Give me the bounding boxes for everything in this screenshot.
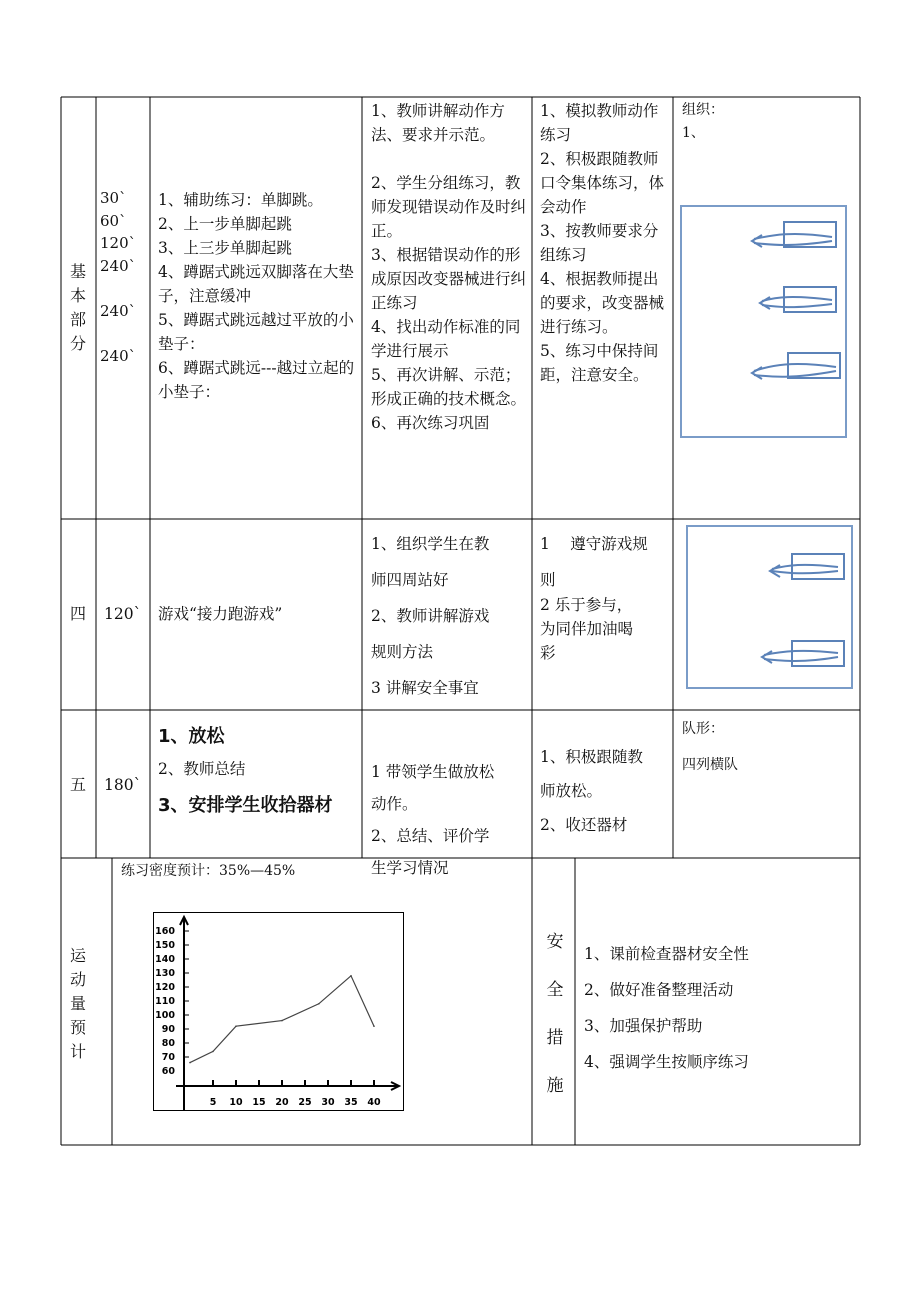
section-char: 运 <box>69 946 86 965</box>
time-value: 60` <box>100 211 127 230</box>
section-char: 分 <box>69 334 86 353</box>
safety-item: 2、做好准备整理活动 <box>584 981 734 999</box>
section-char: 动 <box>69 970 86 989</box>
x-tick-label: 5 <box>209 1097 217 1108</box>
basic-student-activity: 1、模拟教师动作练习 2、积极跟随教师口令集体练习，体会动作 3、按教师要求分组练习 4、根据教师提出的要求，改变器械进行练习。 5、练习中保持间距，注意安全。 <box>540 102 665 384</box>
y-tick-label: 110 <box>155 996 175 1007</box>
time-value: 120` <box>100 234 137 252</box>
five-teacher-text: 1 带领学生做放松 动作。 2、总结、评价学 生学习情况 <box>371 763 495 877</box>
data-point <box>235 1025 237 1027</box>
safety-item: 3、加强保护帮助 <box>584 1017 703 1035</box>
x-tick-label: 35 <box>344 1097 358 1108</box>
four-content: 游戏“接力跑游戏” <box>158 605 283 623</box>
x-tick-label: 40 <box>367 1097 381 1108</box>
five-teacher-activity <box>371 732 531 908</box>
section-char: 预 <box>69 1018 86 1037</box>
data-point <box>281 1020 283 1022</box>
chart-svg <box>154 913 403 1110</box>
section-label-five: 五 <box>69 775 86 794</box>
section-char: 量 <box>69 994 86 1013</box>
section-label-four: 四 <box>69 604 86 623</box>
time-value: 240` <box>100 256 137 275</box>
y-tick-label: 60 <box>161 1066 175 1077</box>
formation-diagram-basic <box>680 205 847 438</box>
safety-char: 安 <box>546 932 564 952</box>
section-char: 部 <box>69 310 86 329</box>
five-content-summary: 2、教师总结 <box>158 760 246 778</box>
four-student-activity-1: 1 遵守游戏规 则 <box>540 535 648 589</box>
data-point <box>212 1051 214 1053</box>
time-value <box>100 322 148 345</box>
data-point <box>373 1025 375 1027</box>
x-tick-label: 30 <box>321 1097 335 1108</box>
four-teacher-activity: 1、组织学生在教 师四周站好 2、教师讲解游戏 规则方法 3 讲解安全事宜 <box>371 535 490 697</box>
time-column-basic <box>100 187 148 367</box>
section-char: 本 <box>69 286 86 305</box>
y-tick-label: 130 <box>155 968 175 979</box>
organization-label: 组织： <box>682 102 724 118</box>
formation-value: 四列横队 <box>682 757 738 773</box>
section-char: 基 <box>69 262 86 281</box>
y-tick-label: 140 <box>155 954 175 965</box>
y-tick-label: 90 <box>161 1024 175 1035</box>
relay-path-icons <box>688 527 851 687</box>
time-value: 240` <box>100 346 137 365</box>
heart-rate-chart <box>153 912 404 1111</box>
five-content-relax: 1、放松 <box>158 726 225 747</box>
data-point <box>350 975 352 977</box>
x-tick-label: 15 <box>252 1097 266 1108</box>
basic-teacher-activity: 1、教师讲解动作方法、要求并示范。 2、学生分组练习，教师发现错误动作及时纠正。 3、根据错误动作的形成原因改变器械进行纠正练习 4、找出动作标准的同学进行展示 5、再次讲解、示范；形成正确的技术概念。 6、再次练习巩固 <box>371 102 527 432</box>
data-point <box>189 1062 191 1064</box>
y-tick-label: 100 <box>155 1010 175 1021</box>
organization-item: 1、 <box>682 125 705 141</box>
time-value: 240` <box>100 301 137 320</box>
time-value <box>100 277 148 300</box>
section-char: 计 <box>69 1042 86 1061</box>
data-point <box>318 1003 320 1005</box>
four-student-activity-2: 2 乐于参与， 为同伴加油喝 彩 <box>540 596 634 662</box>
time-value-four: 120` <box>104 605 142 623</box>
y-tick-label: 70 <box>161 1052 175 1063</box>
run-path-icons <box>682 207 845 436</box>
x-tick-label: 20 <box>275 1097 289 1108</box>
x-tick-label: 10 <box>229 1097 243 1108</box>
x-tick-label: 25 <box>298 1097 312 1108</box>
formation-label: 队形： <box>682 721 724 737</box>
density-estimate: 练习密度预计：35%—45% <box>121 863 296 879</box>
basic-content: 1、辅助练习：单脚跳。 2、上一步单脚起跳 3、上三步单脚起跳 4、蹲踞式跳远双脚落在大垫子，注意缓冲 5、蹲踞式跳远越过平放的小垫子： 6、蹲踞式跳远---越过立起的小垫子： <box>158 191 355 401</box>
safety-item: 4、强调学生按顺序练习 <box>584 1053 749 1071</box>
formation-diagram-game <box>686 525 853 689</box>
five-student-activity: 1、积极跟随教 师放松。 2、收还器材 <box>540 748 643 834</box>
safety-char: 施 <box>546 1076 564 1096</box>
safety-char: 全 <box>546 980 564 1000</box>
time-value: 30` <box>100 189 127 207</box>
y-tick-label: 160 <box>155 926 175 937</box>
series-line <box>190 976 374 1063</box>
y-tick-label: 120 <box>155 982 175 993</box>
safety-char: 措 <box>546 1028 564 1048</box>
time-value-five: 180` <box>104 776 142 794</box>
safety-item: 1、课前检查器材安全性 <box>584 945 749 963</box>
five-content-equipment: 3、安排学生收拾器材 <box>158 795 333 816</box>
y-tick-label: 80 <box>161 1038 175 1049</box>
safety-list <box>584 936 749 1080</box>
y-tick-label: 150 <box>155 940 175 951</box>
